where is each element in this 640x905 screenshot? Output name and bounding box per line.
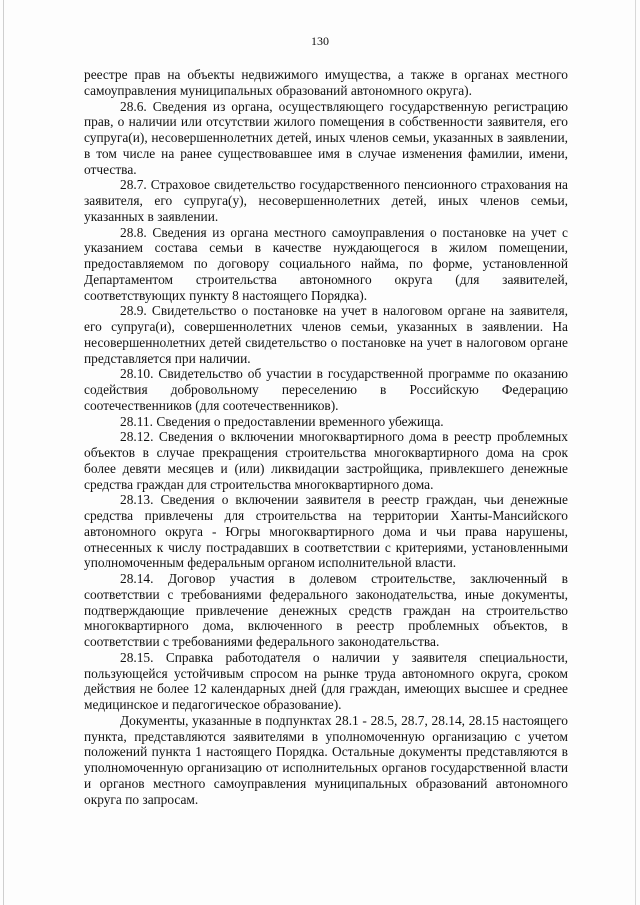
paragraph-28-9: 28.9. Свидетельство о постановке на учет в налоговом органе на заявителя, его супруга(и), совершеннолетних членов семьи, указанных в заявлении. На несовершеннолетних детей свидетельство о постановке на учет в налоговом органе представляется при наличии. bbox=[84, 303, 568, 366]
paragraph-28-14: 28.14. Договор участия в долевом строительстве, заключенный в соответствии с требованиями федерального законодательства, иные документы, подтверждающие привлечение денежных средств граждан на строительство многоквартирного дома, включенного в реестр проблемных объектов, в соответствии с требованиями федерального законодательства. bbox=[84, 571, 568, 649]
paragraph-continuation: реестре прав на объекты недвижимого имущества, а также в органах местного самоуправления муниципальных образований автономного округа). bbox=[84, 67, 568, 98]
paragraph-28-10: 28.10. Свидетельство об участии в государственной программе по оказанию содействия добровольному переселению в Российскую Федерацию соотечественников (для соотечественников). bbox=[84, 366, 568, 413]
page-number: 130 bbox=[311, 34, 329, 48]
paragraph-28-6: 28.6. Сведения из органа, осуществляющего государственную регистрацию прав, о наличии или отсутствии жилого помещения в собственности заявителя, его супруга(и), несовершеннолетних детей, иных членов семьи, указанных в заявлении, в том числе на ранее существовавшее имя в случае изменения фамилии, имени, отчества. bbox=[84, 98, 568, 177]
paragraph-28-8: 28.8. Сведения из органа местного самоуправления о постановке на учет с указанием состава семьи в качестве нуждающегося в жилом помещении, предоставляемом по договору социального найма, по форме, установленной Департаментом строительства автономного округа (для заявителей, соответствующих пункту 8 настоящего Порядка). bbox=[84, 224, 568, 303]
document-body bbox=[84, 67, 568, 807]
paragraph-28-12: 28.12. Сведения о включении многоквартирного дома в реестр проблемных объектов в случае прекращения строительства многоквартирного дома на срок более девяти месяцев и (или) ликвидации застройщика, привлекшего денежные средства граждан для строительства многоквартирного дома. bbox=[84, 429, 568, 492]
paragraph-closing-note: Документы, указанные в подпунктах 28.1 - 28.5, 28.7, 28.14, 28.15 настоящего пункта, представляются заявителями в уполномоченную организацию с учетом положений пункта 1 настоящего Порядка. Остальные документы представляются в уполномоченную организацию от исполнительных органов государственной власти и органов местного самоуправления муниципальных образований автономного округа по запросам. bbox=[84, 712, 568, 807]
paragraph-28-7: 28.7. Страховое свидетельство государственного пенсионного страхования на заявителя, его супруга(у), несовершеннолетних детей, иных членов семьи, указанных в заявлении. bbox=[84, 177, 568, 224]
paragraph-28-15: 28.15. Справка работодателя о наличии у заявителя специальности, пользующейся устойчивым спросом на рынке труда автономного округа, сроком действия не более 12 календарных дней (для граждан, имеющих высшее и среднее медицинское и педагогическое образование). bbox=[84, 649, 568, 712]
scan-edge-right bbox=[635, 0, 636, 905]
scan-edge-left bbox=[3, 0, 4, 905]
paragraph-28-13: 28.13. Сведения о включении заявителя в реестр граждан, чьи денежные средства привлечены для строительства на территории Ханты-Мансийского автономного округа - Югры многоквартирного дома и чьи права нарушены, отнесенных к числу пострадавших в соответствии с критериями, установленными уполномоченным федеральным органом исполнительной власти. bbox=[84, 492, 568, 571]
paragraph-28-11: 28.11. Сведения о предоставлении временного убежища. bbox=[120, 413, 444, 429]
